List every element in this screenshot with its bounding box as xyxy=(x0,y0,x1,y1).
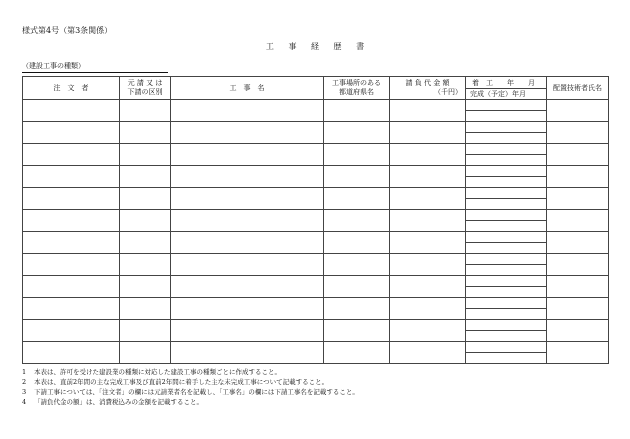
contract-type-cell[interactable] xyxy=(120,342,171,364)
header-amount-unit: （千円） xyxy=(434,88,462,96)
contract-type-cell[interactable] xyxy=(120,298,171,320)
start-date-cell[interactable] xyxy=(466,144,547,155)
header-engineer: 配置技術者氏名 xyxy=(547,77,609,100)
title-char: 事 xyxy=(288,42,297,51)
completion-date-cell[interactable] xyxy=(466,265,547,276)
start-date-cell[interactable] xyxy=(466,342,547,353)
completion-date-cell[interactable] xyxy=(466,331,547,342)
amount-cell[interactable] xyxy=(390,144,466,166)
client-cell[interactable] xyxy=(23,254,120,276)
header-contract-type xyxy=(120,77,171,100)
completion-date-cell[interactable] xyxy=(466,199,547,210)
completion-date-cell[interactable] xyxy=(466,133,547,144)
contract-type-cell[interactable] xyxy=(120,188,171,210)
client-cell[interactable] xyxy=(23,276,120,298)
completion-date-cell[interactable] xyxy=(466,177,547,188)
location-cell[interactable] xyxy=(324,122,390,144)
header-contract-type-line2: 下請の区別 xyxy=(127,88,163,96)
work-name-cell[interactable] xyxy=(171,298,324,320)
work-name-cell[interactable] xyxy=(171,100,324,122)
amount-cell[interactable] xyxy=(390,320,466,342)
engineer-cell[interactable] xyxy=(547,276,609,298)
start-date-cell[interactable] xyxy=(466,254,547,265)
engineer-cell[interactable] xyxy=(547,342,609,364)
note-text: 本表は、直前2年間の主な完成工事及び直前2年間に着手した主な未完成工事について記載すること。 xyxy=(34,378,329,386)
completion-date-cell[interactable] xyxy=(466,243,547,254)
table-row xyxy=(23,166,609,177)
work-name-cell[interactable] xyxy=(171,210,324,232)
note-item xyxy=(22,387,359,397)
start-date-cell[interactable] xyxy=(466,166,547,177)
work-name-cell[interactable] xyxy=(171,342,324,364)
page-title xyxy=(0,41,630,52)
amount-cell[interactable] xyxy=(390,342,466,364)
engineer-cell[interactable] xyxy=(547,188,609,210)
engineer-cell[interactable] xyxy=(547,166,609,188)
contract-type-cell[interactable] xyxy=(120,232,171,254)
client-cell[interactable] xyxy=(23,298,120,320)
engineer-cell[interactable] xyxy=(547,254,609,276)
header-location xyxy=(324,77,390,100)
amount-cell[interactable] xyxy=(390,188,466,210)
amount-cell[interactable] xyxy=(390,122,466,144)
client-cell[interactable] xyxy=(23,320,120,342)
client-cell[interactable] xyxy=(23,166,120,188)
table-row xyxy=(23,232,609,243)
table-body xyxy=(23,100,609,364)
contract-type-cell[interactable] xyxy=(120,100,171,122)
start-date-cell[interactable] xyxy=(466,188,547,199)
completion-date-cell[interactable] xyxy=(466,309,547,320)
header-work-name: 工 事 名 xyxy=(171,77,324,100)
work-name-cell[interactable] xyxy=(171,276,324,298)
header-contract-type-line1: 元 請 又 は xyxy=(127,79,163,87)
client-cell[interactable] xyxy=(23,342,120,364)
table-row xyxy=(23,276,609,287)
location-cell[interactable] xyxy=(324,100,390,122)
note-text: 「請負代金の額」は、消費税込みの金額を記載すること。 xyxy=(34,398,203,406)
start-date-cell[interactable] xyxy=(466,320,547,331)
note-text: 本表は、許可を受けた建設業の種類に対応した建設工事の種類ごとに作成すること。 xyxy=(34,368,281,376)
client-cell[interactable] xyxy=(23,122,120,144)
construction-category-label: （建設工事の種類） xyxy=(22,61,168,73)
engineer-cell[interactable] xyxy=(547,210,609,232)
contract-type-cell[interactable] xyxy=(120,210,171,232)
start-date-cell[interactable] xyxy=(466,122,547,133)
work-name-cell[interactable] xyxy=(171,254,324,276)
client-cell[interactable] xyxy=(23,188,120,210)
note-number: 2 xyxy=(22,378,27,386)
amount-cell[interactable] xyxy=(390,166,466,188)
amount-cell[interactable] xyxy=(390,298,466,320)
contract-type-cell[interactable] xyxy=(120,320,171,342)
amount-cell[interactable] xyxy=(390,210,466,232)
amount-cell[interactable] xyxy=(390,254,466,276)
engineer-cell[interactable] xyxy=(547,100,609,122)
note-item xyxy=(22,377,359,387)
contract-type-cell[interactable] xyxy=(120,276,171,298)
header-start-date: 着 工 年 月 xyxy=(466,78,546,89)
work-name-cell[interactable] xyxy=(171,166,324,188)
location-cell[interactable] xyxy=(324,144,390,166)
table-row xyxy=(23,144,609,155)
client-cell[interactable] xyxy=(23,232,120,254)
completion-date-cell[interactable] xyxy=(466,111,547,122)
header-amount xyxy=(390,77,466,100)
table-row xyxy=(23,254,609,265)
location-cell[interactable] xyxy=(324,210,390,232)
work-name-cell[interactable] xyxy=(171,144,324,166)
contract-type-cell[interactable] xyxy=(120,254,171,276)
start-date-cell[interactable] xyxy=(466,210,547,221)
amount-cell[interactable] xyxy=(390,100,466,122)
location-cell[interactable] xyxy=(324,320,390,342)
form-number: 様式第4号（第3条関係） xyxy=(22,26,113,35)
work-name-cell[interactable] xyxy=(171,122,324,144)
engineer-cell[interactable] xyxy=(547,298,609,320)
header-completion-date: 完成（予定）年月 xyxy=(470,89,526,98)
header-client: 注 文 者 xyxy=(23,77,120,100)
engineer-cell[interactable] xyxy=(547,320,609,342)
note-item xyxy=(22,367,359,377)
header-location-line2: 都道府県名 xyxy=(339,88,374,96)
work-name-cell[interactable] xyxy=(171,232,324,254)
work-name-cell[interactable] xyxy=(171,320,324,342)
note-item xyxy=(22,397,359,407)
client-cell[interactable] xyxy=(23,100,120,122)
engineer-cell[interactable] xyxy=(547,232,609,254)
completion-date-cell[interactable] xyxy=(466,353,547,364)
client-cell[interactable] xyxy=(23,210,120,232)
table-row xyxy=(23,122,609,133)
table-row xyxy=(23,210,609,221)
location-cell[interactable] xyxy=(324,188,390,210)
contract-type-cell[interactable] xyxy=(120,166,171,188)
location-cell[interactable] xyxy=(324,166,390,188)
note-number: 4 xyxy=(22,398,27,406)
start-date-cell[interactable] xyxy=(466,232,547,243)
client-cell[interactable] xyxy=(23,144,120,166)
engineer-cell[interactable] xyxy=(547,122,609,144)
table-row xyxy=(23,320,609,331)
contract-type-cell[interactable] xyxy=(120,144,171,166)
work-name-cell[interactable] xyxy=(171,188,324,210)
completion-date-cell[interactable] xyxy=(466,155,547,166)
work-history-table xyxy=(22,76,609,364)
amount-cell[interactable] xyxy=(390,232,466,254)
amount-cell[interactable] xyxy=(390,276,466,298)
header-dates xyxy=(466,77,547,100)
note-number: 3 xyxy=(22,388,27,396)
note-text: 下請工事については、「注文者」の欄には元請業者名を記載し、「工事名」の欄には下請工事名を記載すること。 xyxy=(34,388,359,396)
table-row xyxy=(23,188,609,199)
contract-type-cell[interactable] xyxy=(120,122,171,144)
completion-date-cell[interactable] xyxy=(466,221,547,232)
table-row xyxy=(23,342,609,353)
title-char: 歴 xyxy=(333,42,342,51)
table-row xyxy=(23,100,609,111)
engineer-cell[interactable] xyxy=(547,144,609,166)
start-date-cell[interactable] xyxy=(466,276,547,287)
location-cell[interactable] xyxy=(324,342,390,364)
title-char: 工 xyxy=(265,42,274,51)
notes xyxy=(22,367,359,407)
table-header-row xyxy=(23,77,609,100)
location-cell[interactable] xyxy=(324,276,390,298)
header-amount-label: 請 負 代 金 額 xyxy=(405,79,450,87)
start-date-cell[interactable] xyxy=(466,298,547,309)
note-number: 1 xyxy=(22,368,27,376)
title-char: 経 xyxy=(311,42,319,51)
table-row xyxy=(23,298,609,309)
location-cell[interactable] xyxy=(324,254,390,276)
start-date-cell[interactable] xyxy=(466,100,547,111)
location-cell[interactable] xyxy=(324,298,390,320)
header-location-line1: 工事場所のある xyxy=(332,79,381,87)
location-cell[interactable] xyxy=(324,232,390,254)
completion-date-cell[interactable] xyxy=(466,287,547,298)
title-char: 書 xyxy=(356,42,365,51)
